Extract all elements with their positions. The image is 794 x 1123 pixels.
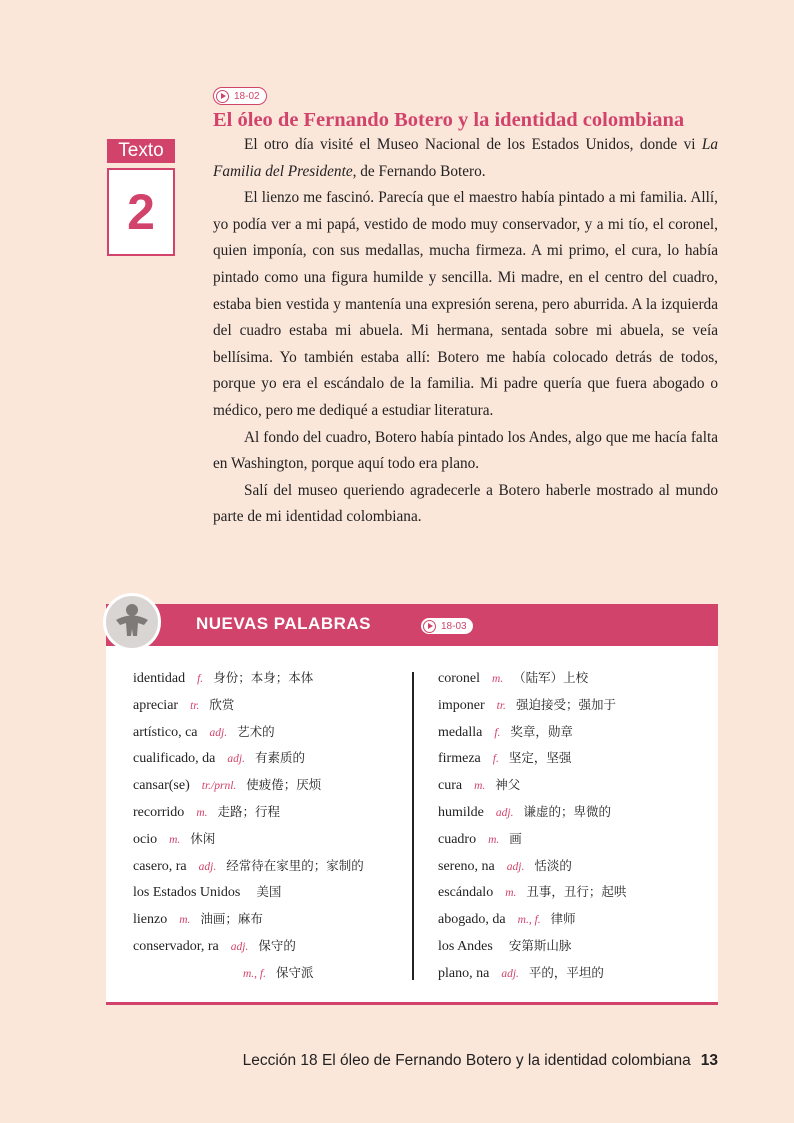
vocab-entry xyxy=(133,772,364,799)
vocab-word: los Estados Unidos xyxy=(133,885,241,901)
vocab-definition: 保守的 xyxy=(258,937,296,953)
vocab-entry xyxy=(438,879,626,906)
footer-lesson: Lección 18 El óleo de Fernando Botero y la identidad colombiana xyxy=(242,1052,691,1069)
vocab-word: artístico, ca xyxy=(133,724,198,740)
vocab-word: coronel xyxy=(438,671,480,686)
vocab-entry xyxy=(133,853,364,880)
vocab-grammar: m., f. xyxy=(243,967,266,980)
vocab-definition: 油画；麻布 xyxy=(200,911,263,927)
vocab-definition: （陆军）上校 xyxy=(513,670,589,685)
vocab-entry xyxy=(438,665,626,692)
vocab-definition: 保守派 xyxy=(276,964,314,980)
vocab-word: cuadro xyxy=(438,831,477,847)
audio-track-code: 18-03 xyxy=(441,620,467,632)
vocab-list-right xyxy=(438,665,626,987)
vocab-grammar: m. xyxy=(505,887,517,900)
vocab-definition: 律师 xyxy=(550,911,576,927)
vocab-entry xyxy=(438,719,626,746)
vocab-definition: 有素质的 xyxy=(254,750,305,766)
vocab-grammar: adj. xyxy=(227,753,245,766)
vocab-word: cura xyxy=(438,778,463,794)
vocab-grammar: m. xyxy=(491,673,504,685)
vocab-word: plano, na xyxy=(438,965,490,981)
vocab-definition: 经常待在家里的；家制的 xyxy=(226,857,364,873)
vocab-grammar: m. xyxy=(196,806,208,819)
vocab-grammar: tr. xyxy=(190,699,200,712)
vocab-entry xyxy=(438,692,626,719)
vocab-definition: 画 xyxy=(509,830,522,846)
paragraph-1: El otro día visité el Museo Nacional de los Estados Unidos, donde vi La Familia del Presidente, de Fernando Botero. xyxy=(213,136,718,180)
vocab-entry xyxy=(133,826,364,853)
audio-badge-text[interactable] xyxy=(213,87,267,105)
vocab-grammar: adj. xyxy=(198,860,217,873)
vocab-entry xyxy=(133,879,364,906)
vocab-definition: 坚定，坚强 xyxy=(508,750,572,766)
vocab-definition: 欣赏 xyxy=(209,696,235,712)
vocab-word: ocio xyxy=(133,831,158,847)
vocab-word: cualificado, da xyxy=(133,751,216,767)
paragraph-4: Salí del museo queriendo agradecerle a Botero haberle mostrado al mundo parte de mi identidad colombiana. xyxy=(213,481,718,526)
vocab-entry xyxy=(438,933,626,960)
vocab-title: NUEVAS PALABRAS xyxy=(196,614,371,633)
vocab-definition: 身份；本身；本体 xyxy=(213,670,314,685)
vocab-definition: 恬淡的 xyxy=(534,857,572,873)
vocab-entry xyxy=(438,826,626,853)
vocab-entry xyxy=(438,745,626,772)
vocab-word: recorrido xyxy=(133,804,185,820)
vocab-entry xyxy=(438,772,626,799)
vocab-word: conservador, ra xyxy=(133,938,219,954)
vocab-definition: 美国 xyxy=(256,884,282,900)
vocab-entry xyxy=(133,960,364,987)
vocab-word: casero, ra xyxy=(133,858,187,874)
vocab-word: los Andes xyxy=(438,938,493,954)
vocab-grammar: tr./prnl. xyxy=(201,780,237,793)
vocab-definition: 谦虚的；卑微的 xyxy=(523,803,611,819)
figure-icon xyxy=(103,593,161,651)
vocab-definition: 使疲倦；厌烦 xyxy=(246,777,322,793)
vocab-entry xyxy=(438,960,626,987)
vocab-entry xyxy=(133,692,364,719)
vocab-definition: 艺术的 xyxy=(237,723,275,739)
play-circle-icon[interactable] xyxy=(216,90,229,103)
vocab-definition: 丑事，丑行；起哄 xyxy=(526,884,627,900)
vocab-grammar: m., f. xyxy=(517,914,541,927)
vocab-list-left xyxy=(133,665,364,987)
vocab-grammar: adj. xyxy=(230,940,249,953)
page-number: 13 xyxy=(700,1052,718,1069)
vocab-grammar: m. xyxy=(179,914,191,927)
vocab-word: identidad xyxy=(133,671,186,686)
audio-track-code: 18-02 xyxy=(234,90,260,102)
vocab-definition: 奖章，勋章 xyxy=(510,723,573,739)
vocab-word: apreciar xyxy=(133,697,179,713)
vocab-grammar: f. xyxy=(492,753,499,766)
vocab-entry xyxy=(133,745,364,772)
paragraph-2: El lienzo me fascinó. Parecía que el maestro había pintado a mi familia. Allí, yo podía ver a mi papá, vestido de modo muy conservador, y a mi tío, el coronel, quien imponía, con sus medallas, mucha firmeza. A mi primo, el cura, lo había pintado como una figura humilde y sencilla. Mi madre, en el centro del cuadro, estaba bien vestida y mantenía una expresión serena, pero aburrida. A la izquierda del cuadro estaba mi abuela. Mi hermana, sentada sobre mi abuela, se veía bellísima. Yo también estaba allí: Botero me había colocado detrás de todos, porque yo era el escándalo de la familia. Mi padre quería que fuera abogado o médico, pero me dediqué a estudiar literatura. xyxy=(213,189,718,419)
reading-text xyxy=(213,132,718,531)
vocab-word: abogado, da xyxy=(438,912,506,928)
play-circle-icon[interactable] xyxy=(423,620,436,633)
vocab-entry xyxy=(133,933,364,960)
lesson-title: El óleo de Fernando Botero y la identidad colombiana xyxy=(213,109,685,131)
vocab-word: firmeza xyxy=(438,751,481,767)
vocab-grammar: m. xyxy=(474,780,486,793)
vocab-definition: 强迫接受；强加于 xyxy=(515,696,616,712)
column-divider xyxy=(412,672,414,980)
vocab-grammar: f. xyxy=(494,726,501,739)
vocab-entry xyxy=(438,799,626,826)
vocab-word: medalla xyxy=(438,724,483,740)
paragraph-3: Al fondo del cuadro, Botero había pintado los Andes, algo que me hacía falta en Washington, porque aquí todo era plano. xyxy=(213,428,718,473)
vocab-definition: 平的，平坦的 xyxy=(528,964,604,980)
vocab-header xyxy=(106,604,718,646)
painting-title: La Familia del Presidente, xyxy=(213,136,718,180)
vocab-grammar: tr. xyxy=(496,699,506,712)
vocab-word: escándalo xyxy=(438,885,494,901)
vocab-word: humilde xyxy=(438,804,484,820)
vocab-entry xyxy=(133,906,364,933)
vocab-word: cansar(se) xyxy=(133,778,190,794)
vocab-definition: 走路；行程 xyxy=(217,803,281,819)
vocab-word: lienzo xyxy=(133,912,168,928)
vocab-grammar: adj. xyxy=(506,860,525,873)
vocab-entry xyxy=(133,719,364,746)
vocab-definition: 神父 xyxy=(495,777,521,793)
vocab-entry xyxy=(133,665,364,692)
vocab-definition: 安第斯山脉 xyxy=(508,937,572,953)
vocab-word: sereno, na xyxy=(438,858,495,874)
vocab-grammar: m. xyxy=(488,833,500,846)
vocab-entry xyxy=(438,853,626,880)
vocab-entry xyxy=(438,906,626,933)
vocab-grammar: adj. xyxy=(209,726,228,739)
vocab-grammar: adj. xyxy=(501,967,519,980)
audio-badge-vocab[interactable] xyxy=(420,617,474,635)
vocab-grammar: f. xyxy=(197,673,204,685)
vocab-entry xyxy=(133,799,364,826)
vocab-definition: 休闲 xyxy=(190,830,216,846)
vocab-word: imponer xyxy=(438,697,485,713)
vocab-grammar: m. xyxy=(169,833,181,846)
texto-number: 2 xyxy=(107,168,175,256)
texto-label: Texto xyxy=(107,139,175,163)
page-footer xyxy=(243,1052,718,1070)
vocab-grammar: adj. xyxy=(495,806,514,819)
